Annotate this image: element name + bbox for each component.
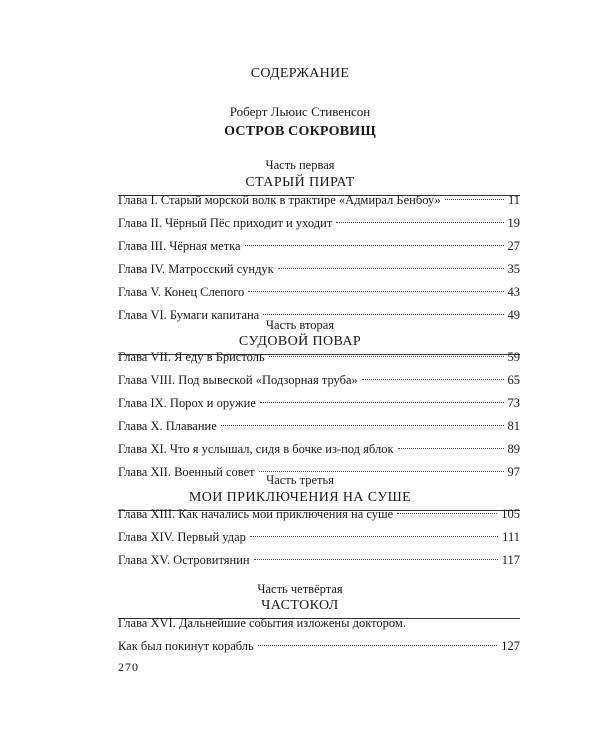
toc-entry[interactable]: [118, 189, 520, 212]
contents-heading: СОДЕРЖАНИЕ: [250, 66, 350, 81]
page-number: 59: [507, 350, 520, 364]
part-title: СТАРЫЙ ПИРАТ: [245, 175, 355, 190]
part-label: Часть вторая: [265, 318, 335, 332]
chapter-title: Глава VIII. Под вывеской «Подзорная труба»: [118, 373, 358, 387]
toc-entry[interactable]: [118, 635, 520, 658]
leader-dots: [250, 536, 498, 537]
page-number: 11: [507, 193, 520, 207]
chapter-title: Глава VI. Бумаги капитана: [118, 308, 260, 322]
leader-dots: [258, 645, 498, 646]
leader-dots: [259, 471, 504, 472]
chapter-list: [118, 189, 520, 327]
chapter-title: Глава II. Чёрный Пёс приходит и уходит: [118, 216, 333, 230]
page-number: 81: [507, 419, 520, 433]
toc-entry[interactable]: [118, 392, 520, 415]
chapter-title: Глава III. Чёрная метка: [118, 239, 241, 253]
author-name: Роберт Льюис Стивенсон: [229, 104, 371, 119]
page-number: 117: [501, 553, 520, 567]
page-number: 27: [507, 239, 520, 253]
page-number: 97: [507, 465, 520, 479]
leader-dots: [254, 559, 498, 560]
toc-entry[interactable]: [118, 281, 520, 304]
page-number: 35: [507, 262, 520, 276]
page-number: 49: [507, 308, 520, 322]
part-label: Часть первая: [265, 158, 335, 172]
page-number: 19: [507, 216, 520, 230]
page-number: 127: [501, 639, 520, 653]
chapter-title: Глава XI. Что я услышал, сидя в бочке из-под яблок: [118, 442, 394, 456]
page-number: 43: [507, 285, 520, 299]
toc-entry[interactable]: [118, 526, 520, 549]
leader-dots: [245, 245, 504, 246]
toc-entry[interactable]: [118, 549, 520, 572]
chapter-title: Глава XII. Военный совет: [118, 465, 255, 479]
toc-entry[interactable]: [118, 258, 520, 281]
leader-dots: [398, 448, 504, 449]
part-title: ЧАСТОКОЛ: [261, 598, 339, 613]
toc-entry[interactable]: [118, 235, 520, 258]
part-title: СУДОВОЙ ПОВАР: [238, 334, 362, 349]
chapter-title: Глава X. Плавание: [118, 419, 217, 433]
leader-dots: [362, 379, 504, 380]
part-label: Часть четвёртая: [257, 582, 343, 596]
toc-entry[interactable]: [118, 612, 520, 635]
page-number: 111: [502, 530, 520, 544]
part-label: Часть третья: [266, 473, 334, 487]
leader-dots: [269, 356, 504, 357]
leader-dots: [445, 199, 504, 200]
chapter-list: [118, 503, 520, 572]
chapter-title: Глава V. Конец Слепого: [118, 285, 245, 299]
toc-entry[interactable]: [118, 212, 520, 235]
leader-dots: [260, 402, 504, 403]
leader-dots: [221, 425, 504, 426]
chapter-title: Глава VII. Я еду в Бристоль: [118, 350, 265, 364]
page-number: 105: [501, 507, 520, 521]
page-number: 89: [507, 442, 520, 456]
toc-entry[interactable]: [118, 346, 520, 369]
chapter-title: Глава XIII. Как начались мои приключения на суше: [118, 507, 394, 521]
page-number: 65: [507, 373, 520, 387]
chapter-title: Как был покинут корабль: [118, 639, 254, 653]
chapter-list: [118, 612, 520, 658]
leader-dots: [278, 268, 504, 269]
page-number: 73: [507, 396, 520, 410]
chapter-title: Глава XVI. Дальнейшие события изложены доктором.: [118, 616, 406, 630]
leader-dots: [263, 314, 503, 315]
part-title: МОИ ПРИКЛЮЧЕНИЯ НА СУШЕ: [188, 490, 412, 505]
chapter-title: Глава IX. Порох и оружие: [118, 396, 256, 410]
toc-entry[interactable]: [118, 438, 520, 461]
page-folio: 270: [118, 660, 139, 674]
chapter-title: Глава IV. Матросский сундук: [118, 262, 274, 276]
chapter-title: Глава I. Старый морской волк в трактире «Адмирал Бенбоу»: [118, 193, 441, 207]
leader-dots: [248, 291, 503, 292]
chapter-title: Глава XV. Островитянин: [118, 553, 250, 567]
toc-entry[interactable]: [118, 415, 520, 438]
chapter-title: Глава XIV. Первый удар: [118, 530, 246, 544]
toc-entry[interactable]: [118, 369, 520, 392]
book-title: ОСТРОВ СОКРОВИЩ: [224, 124, 376, 139]
toc-entry[interactable]: [118, 503, 520, 526]
leader-dots: [336, 222, 503, 223]
leader-dots: [397, 513, 497, 514]
chapter-list: [118, 346, 520, 484]
